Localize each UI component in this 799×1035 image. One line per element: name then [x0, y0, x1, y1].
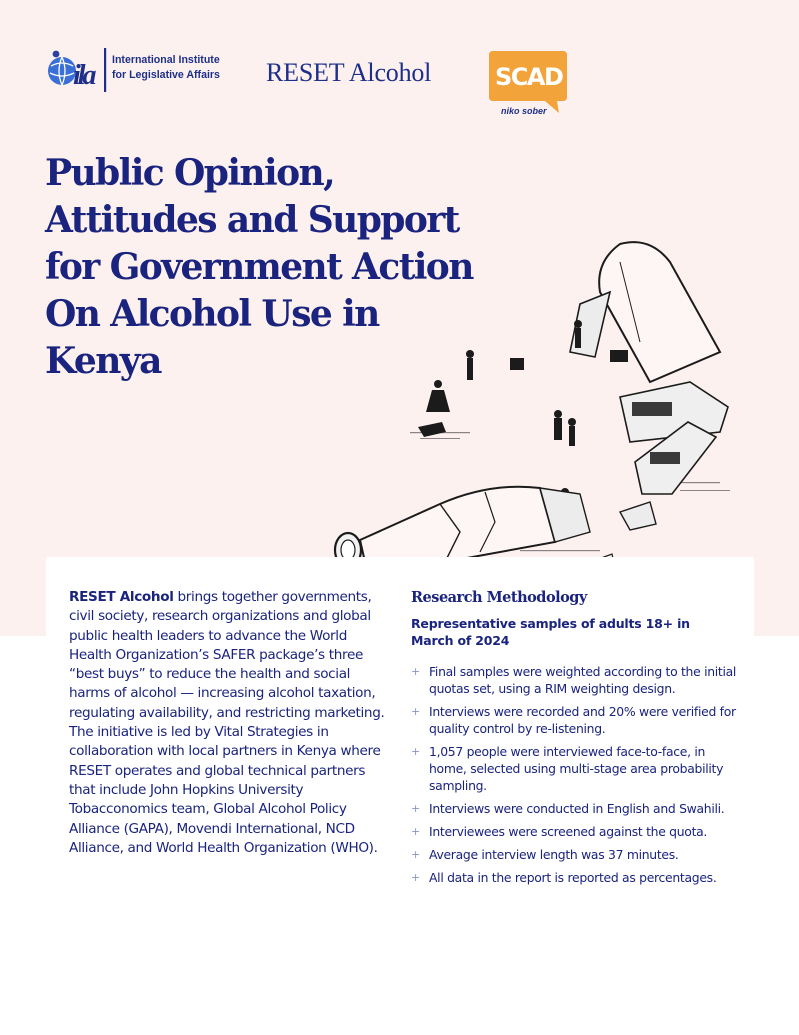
plus-icon: + — [411, 802, 420, 815]
list-item — [411, 703, 741, 737]
plus-icon: + — [411, 745, 420, 758]
list-item — [411, 869, 741, 886]
methodology-subheading: Representative samples of adults 18+ in March of 2024 — [411, 616, 690, 648]
intro-body: brings together governments, civil society, research organizations and global public health leaders to advance the World Health Organization’s SAFER package’s three “best buys” to reduce the health and social harms of alcohol — increasing alcohol taxation, regulating availability, and restricting marketing. The initiative is led by Vital Strategies in collaboration with local partners in Kenya where RESET operates and global technical partners that include John Hopkins University Tobacconomics team, Global Alcohol Policy Alliance (GAPA), Movendi International, NCD Alliance, and World Health Organization (WHO). — [69, 589, 385, 856]
scad-tagline: niko sober — [501, 106, 547, 116]
globe-icon — [46, 44, 108, 96]
plus-icon: + — [411, 871, 420, 884]
list-item — [411, 846, 741, 863]
list-item — [411, 743, 741, 794]
speech-bubble-icon — [487, 47, 569, 117]
scad-wordmark: SCAD — [495, 63, 563, 91]
list-item-text: Average interview length was 37 minutes. — [429, 847, 679, 862]
list-item — [411, 663, 741, 697]
plus-icon: + — [411, 705, 420, 718]
intro-paragraph — [69, 588, 391, 858]
ila-logo — [46, 44, 231, 96]
intro-lead: RESET Alcohol — [69, 589, 174, 605]
list-item-text: 1,057 people were interviewed face-to-face, in home, selected using multi-stage area probability sampling. — [429, 744, 724, 793]
list-item — [411, 823, 741, 840]
broken-bottle-illustration — [320, 232, 770, 592]
methodology-list — [411, 663, 741, 886]
list-item-text: Final samples were weighted according to the initial quotas set, using a RIM weighting design. — [429, 664, 737, 696]
methodology-heading: Research Methodology — [411, 589, 587, 606]
reset-alcohol-logo: RESET Alcohol — [266, 58, 432, 87]
list-item-text: Interviewees were screened against the quota. — [429, 824, 708, 839]
research-methodology — [411, 589, 741, 892]
page-title: Public Opinion, Attitudes and Support for Government Action On Alcohol Use in Kenya — [45, 152, 473, 382]
list-item-text: All data in the report is reported as percentages. — [429, 870, 717, 885]
list-item-text: Interviews were recorded and 20% were verified for quality control by re-listening. — [429, 704, 736, 736]
plus-icon: + — [411, 848, 420, 861]
ila-line-2: for Legislative Affairs — [112, 69, 220, 81]
ila-wordmark — [112, 53, 220, 83]
plus-icon: + — [411, 825, 420, 838]
list-item-text: Interviews were conducted in English and Swahili. — [429, 801, 725, 816]
plus-icon: + — [411, 665, 420, 678]
list-item — [411, 800, 741, 817]
ila-line-1: International Institute — [112, 54, 220, 66]
ila-mark-text: ila — [73, 60, 94, 91]
